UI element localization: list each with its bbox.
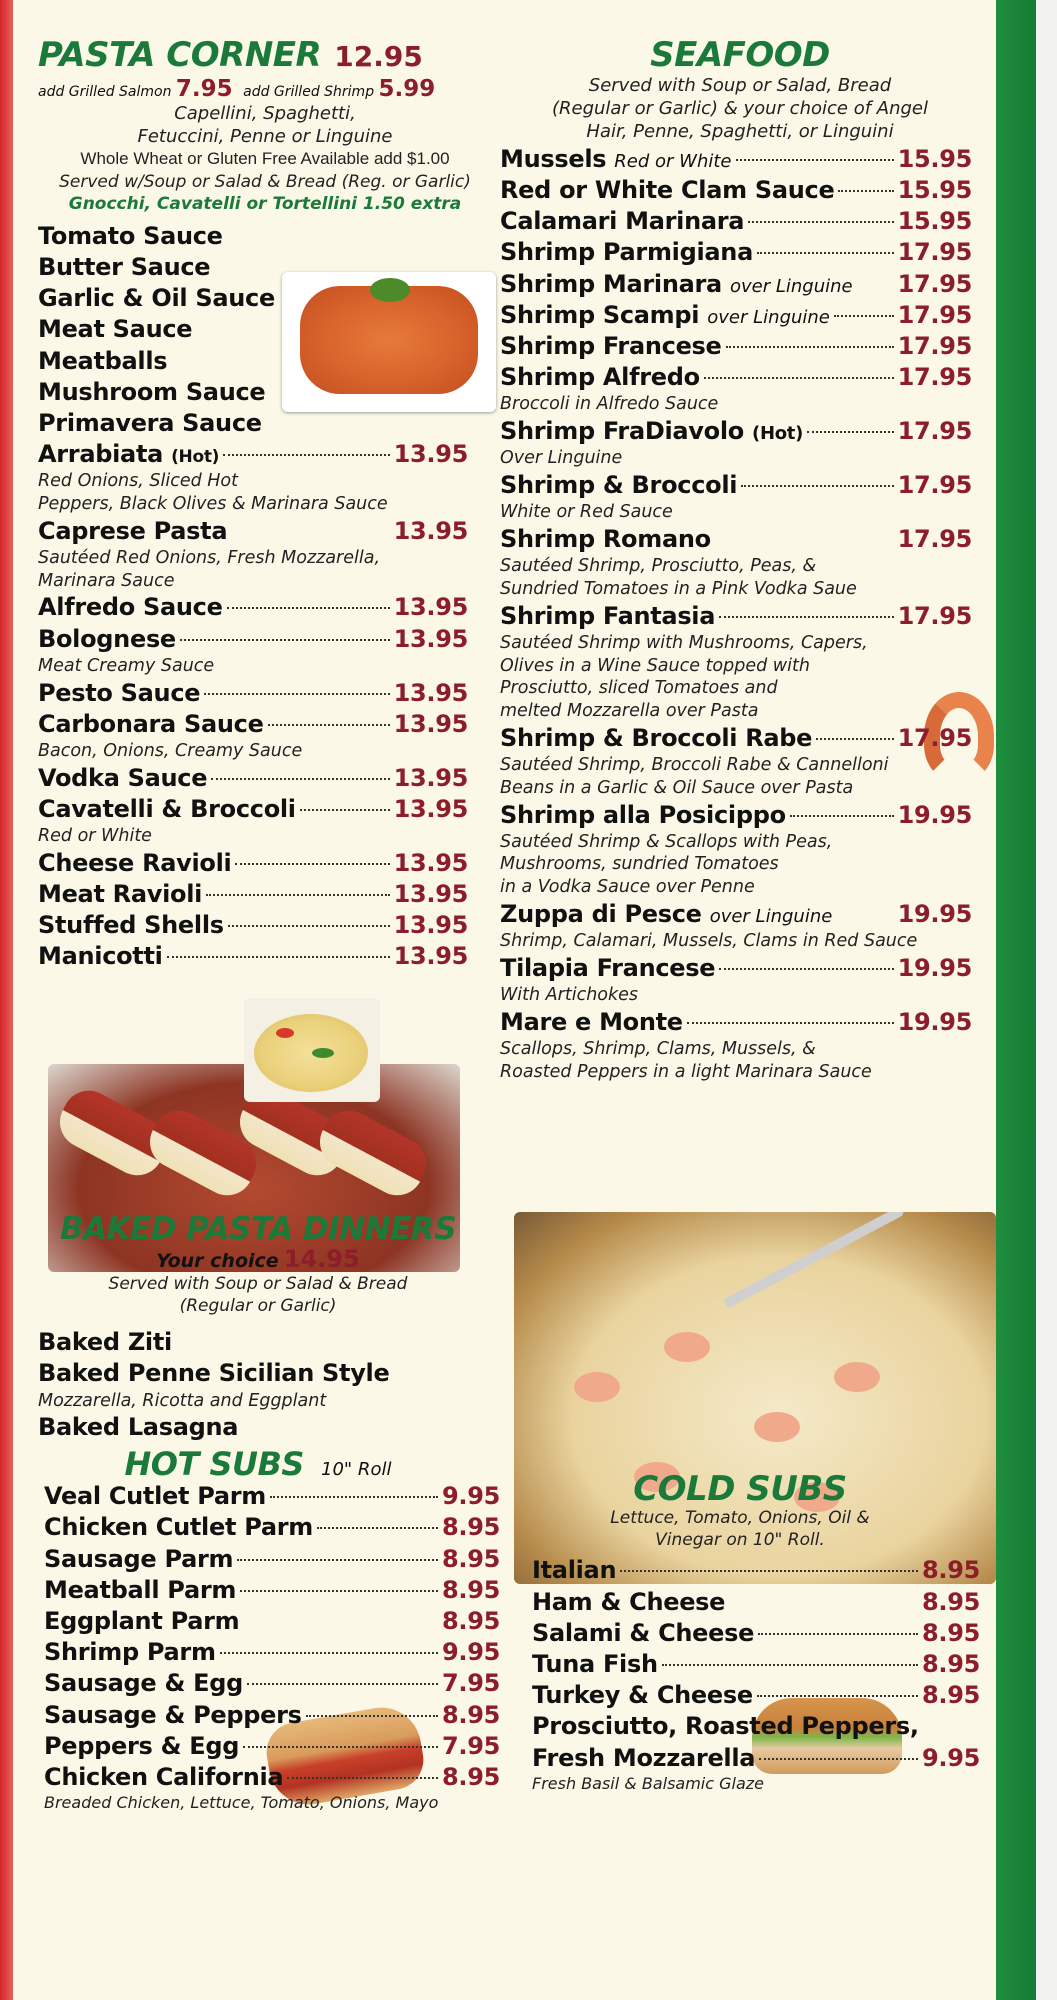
baked-choice: Your choice 14.95 <box>156 1245 360 1274</box>
menu-item: Turkey & Cheese 8.95 <box>532 1681 980 1710</box>
sauce-list <box>38 221 492 439</box>
menu-item: Calamari Marinara 15.95 <box>500 207 972 236</box>
menu-item: Salami & Cheese 8.95 <box>532 1618 980 1647</box>
menu-item: Mussels Red or White 15.95 <box>500 144 972 173</box>
sauce-item: Meatballs <box>38 346 168 375</box>
item-desc: Fresh Basil & Balsamic Glaze <box>532 1773 765 1793</box>
menu-item: Chicken California 8.95 <box>44 1762 500 1791</box>
baked-served-with-2: (Regular or Garlic) <box>179 1296 337 1317</box>
baked-item: Baked Penne Sicilian Style <box>38 1359 390 1388</box>
pasta-items <box>38 439 468 973</box>
menu-item: Sausage & Peppers 8.95 <box>44 1700 500 1729</box>
item-desc: Beans in a Garlic & Oil Sauce over Pasta <box>500 777 854 798</box>
cold-subs-intro: Lettuce, Tomato, Onions, Oil & <box>610 1508 870 1529</box>
addons-line <box>38 76 492 102</box>
menu-item: Shrimp alla Posicippo 19.95 <box>500 800 972 829</box>
seafood-list <box>500 144 972 1084</box>
item-desc: Marinara Sauce <box>38 570 175 591</box>
served-with-note: Served w/Soup or Salad & Bread (Reg. or Garlic) <box>59 171 471 192</box>
addon-salmon-price: 7.95 <box>175 75 233 102</box>
menu-item: Vodka Sauce 13.95 <box>38 763 468 792</box>
menu-item: Peppers & Egg 7.95 <box>44 1731 500 1760</box>
baked-item: Baked Lasagna <box>38 1413 239 1442</box>
menu-item: Chicken Cutlet Parm 8.95 <box>44 1513 500 1542</box>
menu-item: Fresh Mozzarella 9.95 <box>532 1743 980 1772</box>
menu-item: Ham & Cheese 8.95 <box>532 1587 980 1616</box>
item-desc: Mozzarella, Ricotta and Eggplant <box>38 1390 327 1411</box>
whole-wheat-note: Whole Wheat or Gluten Free Available add $1.00 <box>80 149 450 169</box>
seafood-title: SEAFOOD <box>650 35 830 75</box>
baked-served-with: Served with Soup or Salad & Bread <box>108 1274 408 1295</box>
item-desc: Red Onions, Sliced Hot <box>38 471 238 492</box>
sauce-item: Tomato Sauce <box>38 221 223 250</box>
item-desc: Prosciutto, sliced Tomatoes and <box>500 678 778 699</box>
menu-item: Arrabiata (Hot) 13.95 <box>38 440 468 469</box>
baked-title: BAKED PASTA DINNERS <box>59 1210 457 1247</box>
menu-item: Shrimp Marinara over Linguine 17.95 <box>500 269 972 298</box>
hot-subs-list <box>44 1481 500 1814</box>
item-desc: With Artichokes <box>500 985 639 1006</box>
item-desc: Breaded Chicken, Lettuce, Tomato, Onions, Mayo <box>44 1793 439 1813</box>
pasta-corner-header <box>38 35 492 75</box>
item-desc: Peppers, Black Olives & Marinara Sauce <box>38 494 388 514</box>
menu-item: Shrimp Parm 9.95 <box>44 1638 500 1667</box>
sauce-item: Mushroom Sauce <box>38 377 266 406</box>
item-desc: Mushrooms, sundried Tomatoes <box>500 854 779 875</box>
menu-item: Veal Cutlet Parm 9.95 <box>44 1482 500 1511</box>
item-desc: Red or White <box>38 826 152 847</box>
menu-item: Cheese Ravioli 13.95 <box>38 848 468 877</box>
item-desc: Scallops, Shrimp, Clams, Mussels, & <box>500 1039 816 1060</box>
cold-subs-intro: Vinegar on 10" Roll. <box>655 1530 825 1551</box>
item-desc: Meat Creamy Sauce <box>38 655 215 676</box>
menu-item: Stuffed Shells 13.95 <box>38 911 468 940</box>
menu-item: Bolognese 13.95 <box>38 624 468 653</box>
item-desc: Shrimp, Calamari, Mussels, Clams in Red Sauce <box>500 931 918 952</box>
prosciutto-line: Prosciutto, Roasted Peppers, <box>532 1712 919 1741</box>
pasta-corner-title: PASTA CORNER <box>38 35 322 75</box>
sauce-item: Butter Sauce <box>38 252 211 281</box>
right-column <box>500 35 980 1795</box>
red-stripe <box>0 0 13 2000</box>
menu-item: Shrimp Francese 17.95 <box>500 331 972 360</box>
addon-salmon-label: add Grilled Salmon <box>38 83 172 100</box>
white-stripe <box>1036 0 1057 2000</box>
item-desc: Broccoli in Alfredo Sauce <box>500 394 719 415</box>
sauce-item: Primavera Sauce <box>38 408 262 437</box>
pasta-types-2: Fetuccini, Penne or Linguine <box>137 126 393 148</box>
menu-item: Tuna Fish 8.95 <box>532 1649 980 1678</box>
menu-item: Shrimp Fantasia 17.95 <box>500 601 972 630</box>
item-desc: Bacon, Onions, Creamy Sauce <box>38 740 303 761</box>
left-column <box>38 35 500 1814</box>
menu-item: Shrimp Parmigiana 17.95 <box>500 238 972 267</box>
sauce-item: Meat Sauce <box>38 315 193 344</box>
baked-item: Baked Ziti <box>38 1328 172 1357</box>
menu-item: Red or White Clam Sauce 15.95 <box>500 176 972 205</box>
item-desc: Sautéed Shrimp & Scallops with Peas, <box>500 831 833 852</box>
menu-item: Meatball Parm 8.95 <box>44 1575 500 1604</box>
item-desc: Sundried Tomatoes in a Pink Vodka Saue <box>500 578 857 599</box>
item-desc: Sautéed Shrimp, Prosciutto, Peas, & <box>500 556 817 577</box>
menu-item: Sausage & Egg 7.95 <box>44 1669 500 1698</box>
menu-item: Meat Ravioli 13.95 <box>38 880 468 908</box>
gnocchi-note: Gnocchi, Cavatelli or Tortellini 1.50 extra <box>68 193 462 214</box>
menu-item: Mare e Monte 19.95 <box>500 1007 972 1036</box>
menu-item: Alfredo Sauce 13.95 <box>38 593 468 622</box>
item-desc: Olives in a Wine Sauce topped with <box>500 655 810 676</box>
item-desc: in a Vodka Sauce over Penne <box>500 877 755 898</box>
photo-spacer <box>500 1084 980 1472</box>
menu-item: Eggplant Parm 8.95 <box>44 1606 500 1635</box>
item-desc: Roasted Peppers in a light Marinara Sauce <box>500 1061 872 1082</box>
menu-item: Manicotti 13.95 <box>38 942 468 971</box>
cold-subs-list <box>532 1555 980 1794</box>
menu-item: Shrimp FraDiavolo (Hot) 17.95 <box>500 417 972 446</box>
menu-item: Shrimp Scampi over Linguine 17.95 <box>500 300 972 329</box>
menu-item: Caprese Pasta 13.95 <box>38 516 468 545</box>
cold-subs-title: COLD SUBS <box>633 1468 847 1509</box>
menu-item: Shrimp & Broccoli 17.95 <box>500 471 972 500</box>
item-desc: Sautéed Red Onions, Fresh Mozzarella, <box>38 547 381 568</box>
seafood-intro: Served with Soup or Salad, Bread <box>588 74 892 96</box>
menu-item: Sausage Parm 8.95 <box>44 1544 500 1573</box>
menu-item: Tilapia Francese 19.95 <box>500 953 972 982</box>
addon-shrimp-price: 5.99 <box>378 75 436 102</box>
menu-item: Carbonara Sauce 13.95 <box>38 709 468 738</box>
item-desc: melted Mozzarella over Pasta <box>500 701 759 722</box>
menu-item: Shrimp Alfredo 17.95 <box>500 363 972 392</box>
seafood-intro: (Regular or Garlic) & your choice of Angel <box>551 98 928 120</box>
pasta-corner-price: 12.95 <box>334 40 423 73</box>
addon-shrimp-label: add Grilled Shrimp <box>243 83 375 100</box>
green-stripe <box>996 0 1036 2000</box>
sauce-item: Garlic & Oil Sauce <box>38 284 275 313</box>
item-desc: Over Linguine <box>500 448 623 469</box>
menu-item: Shrimp Romano 17.95 <box>500 524 972 553</box>
menu-item: Italian 8.95 <box>532 1556 980 1585</box>
menu-item: Pesto Sauce 13.95 <box>38 678 468 707</box>
item-desc: Sautéed Shrimp, Broccoli Rabe & Cannelloni <box>500 755 889 776</box>
pasta-types: Capellini, Spaghetti, <box>174 102 356 124</box>
menu-item: Cavatelli & Broccoli 13.95 <box>38 794 468 823</box>
photo-spacer <box>38 973 492 1213</box>
hot-subs-header: HOT SUBS 10" Roll <box>124 1444 392 1483</box>
item-desc: White or Red Sauce <box>500 502 673 523</box>
item-desc: Sautéed Shrimp with Mushrooms, Capers, <box>500 632 868 653</box>
menu-item: Zuppa di Pesce over Linguine 19.95 <box>500 899 972 928</box>
menu-item: Shrimp & Broccoli Rabe 17.95 <box>500 723 972 752</box>
seafood-intro: Hair, Penne, Spaghetti, or Linguini <box>586 121 894 143</box>
